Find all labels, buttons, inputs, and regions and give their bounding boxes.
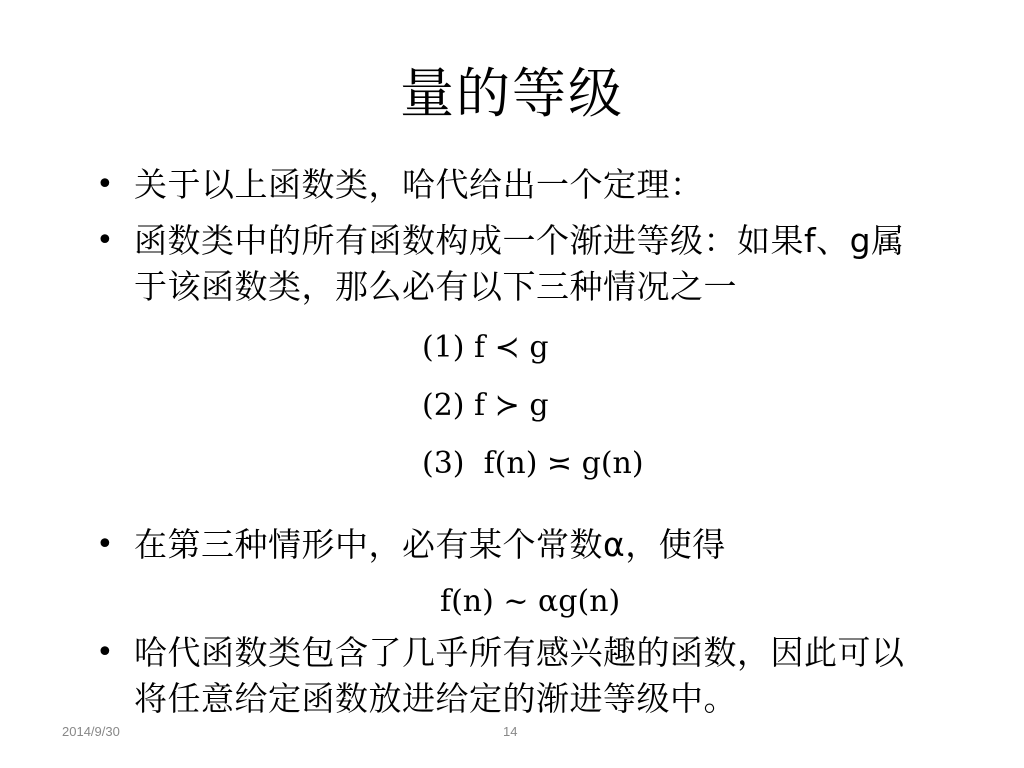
case-2: (2) f ≻ g xyxy=(422,388,549,423)
bullet-dot-icon: • xyxy=(96,223,114,258)
bullet-item xyxy=(96,522,936,568)
bullet-item xyxy=(96,218,936,310)
bullet-dot-icon: • xyxy=(96,167,114,202)
bullet-dot-icon: • xyxy=(96,635,114,670)
bullet-item xyxy=(96,630,936,722)
bullet-text: 哈代函数类包含了几乎所有感兴趣的函数，因此可以将任意给定函数放进给定的渐进等级中。 xyxy=(134,633,905,718)
slide-title: 量的等级 xyxy=(400,62,624,125)
bullet-dot-icon: • xyxy=(96,527,114,562)
bullet-text: 关于以上函数类，哈代给出一个定理： xyxy=(134,165,704,204)
case-1: (1) f ≺ g xyxy=(422,330,549,365)
bullet-text: 在第三种情形中，必有某个常数α，使得 xyxy=(134,525,726,564)
case-3: (3) f(n) ≍ g(n) xyxy=(422,446,644,481)
bullet-text: 函数类中的所有函数构成一个渐进等级：如果f、g属于该函数类，那么必有以下三种情况之一 xyxy=(134,221,905,306)
footer-date: 2014/9/30 xyxy=(62,724,120,739)
footer-page-number: 14 xyxy=(503,724,518,739)
asymptotic-formula: f(n) ~ αg(n) xyxy=(440,584,621,619)
bullet-item xyxy=(96,162,936,208)
